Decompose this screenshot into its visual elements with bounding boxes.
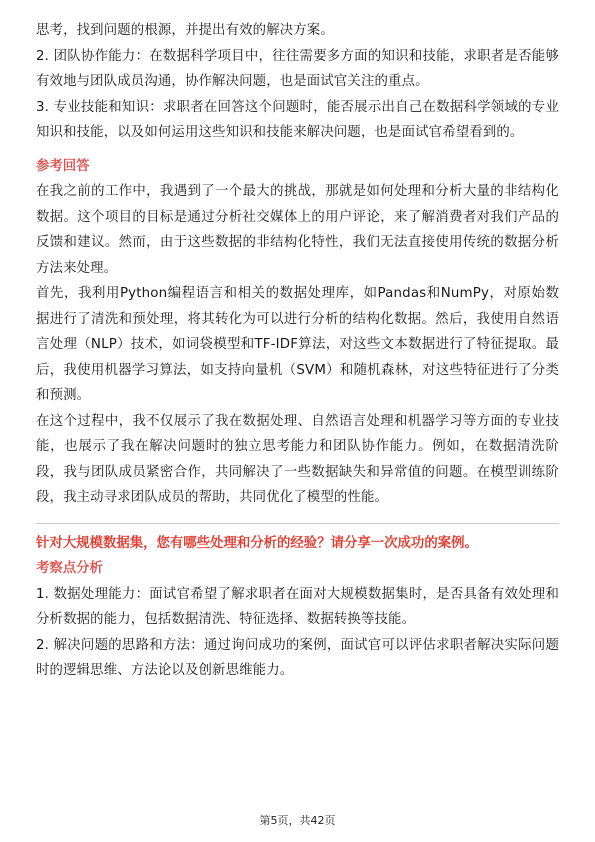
reference-paragraph-1: 在我之前的工作中，我遇到了一个最大的挑战，那就是如何处理和分析大量的非结构化数据。这个项目的目标是通过分析社交媒体上的用户评论，来了解消费者对我们产品的反馈和建议。然而，由于这些数据的非结构化特性，我们无法直接使用传统的数据分析方法来处理。	[36, 184, 559, 276]
question-title: 针对大规模数据集，您有哪些处理和分析的经验？请分享一次成功的案例。	[36, 535, 478, 551]
section1-point-expertise: 3. 专业技能和知识：求职者在回答这个问题时，能否展示出自己在数据科学领域的专业知识和技能，以及如何运用这些知识和技能来解决问题，也是面试官希望看到的。	[36, 99, 559, 140]
section1-point-teamwork: 2. 团队协作能力：在数据科学项目中，往往需要多方面的知识和技能，求职者是否能够有效地与团队成员沟通，协作解决问题，也是面试官关注的重点。	[36, 48, 559, 89]
page-number: 第5页，共42页	[259, 814, 336, 827]
analysis-heading: 考察点分析	[36, 561, 103, 576]
analysis-point-problem-solving: 2. 解决问题的思路和方法：通过询问成功的案例，面试官可以评估求职者解决实际问题时的逻辑思维、方法论以及创新思维能力。	[36, 637, 559, 678]
document-page	[36, 18, 559, 684]
section-divider	[36, 523, 559, 524]
reference-paragraph-2: 首先，我利用Python编程语言和相关的数据处理库，如Pandas和NumPy，对原始数据进行了清洗和预处理，将其转化为可以进行分析的结构化数据。然后，我使用自然语言处理（NLP）技术，如词袋模型和TF-IDF算法，对这些文本数据进行了特征提取。最后，我使用机器学习算法，如支持向量机（SVM）和随机森林，对这些特征进行了分类和预测。	[36, 286, 559, 403]
reference-heading: 参考回答	[36, 158, 90, 174]
section1-lead: 思考，找到问题的根源，并提出有效的解决方案。	[36, 23, 334, 38]
analysis-point-data-processing: 1. 数据处理能力：面试官希望了解求职者在面对大规模数据集时，是否具备有效处理和分析数据的能力，包括数据清洗、特征选择、数据转换等技能。	[36, 586, 559, 627]
reference-paragraph-3: 在这个过程中，我不仅展示了我在数据处理、自然语言处理和机器学习等方面的专业技能，也展示了我在解决问题时的独立思考能力和团队协作能力。例如，在数据清洗阶段，我与团队成员紧密合作，共同解决了一些数据缺失和异常值的问题。在模型训练阶段，我主动寻求团队成员的帮助，共同优化了模型的性能。	[36, 413, 559, 505]
